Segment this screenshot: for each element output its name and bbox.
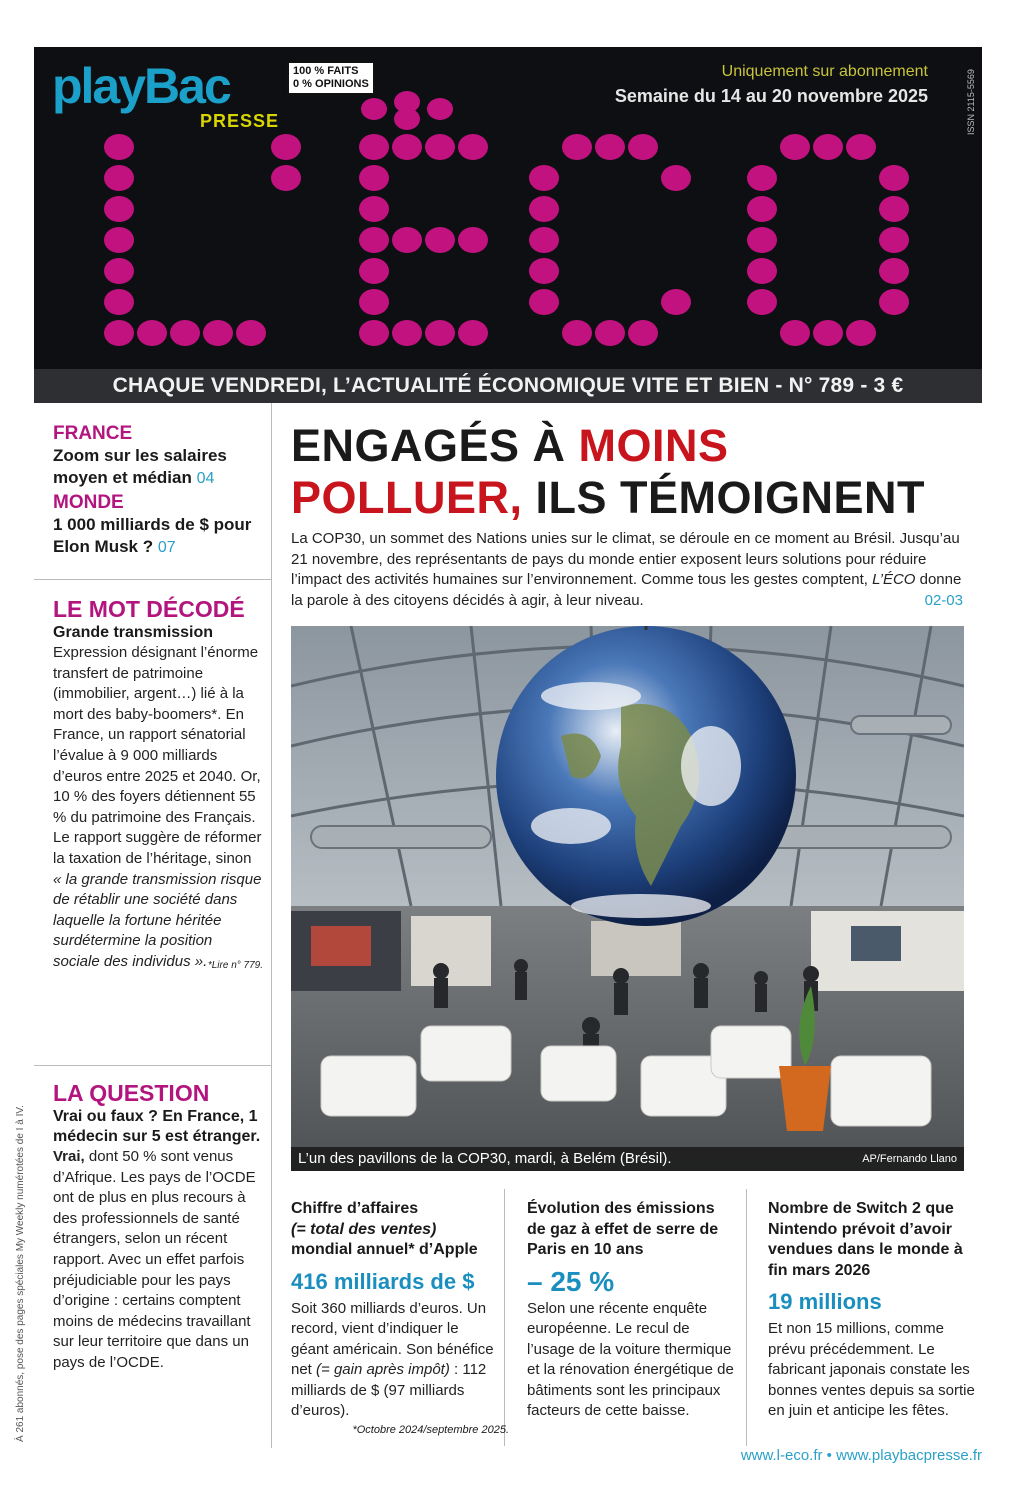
title-dot: [562, 320, 592, 346]
stat-apple-value: 416 milliards de $: [291, 1268, 475, 1294]
title-dot: [359, 196, 389, 222]
mot-decode-term: Grande transmission: [53, 624, 214, 641]
title-dot: [359, 227, 389, 253]
title-dot: [170, 320, 200, 346]
title-dot: [628, 134, 658, 160]
lead-paragraph: [291, 529, 963, 611]
logo-sub: PRESSE: [200, 111, 280, 131]
title-dot: [394, 108, 420, 130]
title-dot: [879, 165, 909, 191]
stat-apple-title-italic: (= total des ventes): [291, 1220, 437, 1238]
stat-apple: [271, 1189, 509, 1446]
main-headline[interactable]: [291, 420, 971, 524]
title-dot: [104, 320, 134, 346]
stat-paris-value: – 25 %: [527, 1265, 615, 1297]
mot-decode-body: [53, 643, 263, 973]
title-dot: [529, 165, 559, 191]
subscription-note: Uniquement sur abonnement: [721, 63, 928, 80]
lead-italic: L’ÉCO: [872, 571, 916, 588]
title-dot: [661, 289, 691, 315]
footer-urls[interactable]: www.l-eco.fr • www.playbacpresse.fr: [740, 1447, 982, 1464]
stat-apple-title: [291, 1199, 504, 1261]
lead-text-1: La COP30, un sommet des Nations unies sur le climat, se déroule en ce moment au Brésil. Jusqu’au 21 novembre, des représentants de pays du monde entier exposent leurs solutions pour réduire l’impact des activités humaines sur l’environnement. Comme tous les gestes comptent,: [291, 530, 960, 588]
headline-part-2: ILS TÉMOIGNENT: [522, 472, 926, 523]
title-dot: [392, 134, 422, 160]
title-dot: [879, 196, 909, 222]
question-text: Vrai ou faux ? En France, 1 médecin sur 5 est étranger.: [53, 1108, 261, 1145]
title-dot: [661, 165, 691, 191]
title-dot: [361, 98, 387, 120]
title-apostrophe: [271, 134, 301, 191]
stat-apple-footnote: *Octobre 2024/septembre 2025.: [352, 1423, 509, 1436]
mot-decode-quote: « la grande transmission risque de rétablir une société dans laquelle la fortune héritée surdétermine la position sociale des individus ».: [53, 870, 262, 970]
title-dot: [529, 196, 559, 222]
title-dot: [104, 196, 134, 222]
title-accent: [361, 91, 453, 130]
question-label: LA QUESTION: [53, 1080, 210, 1106]
mot-decode-text: Expression désignant l’énorme transfert de patrimoine (immobilier, argent…) lié à la mort des baby-boomers*. En France, un rapport sénatorial l’évalue à 9 000 milliards d’euros entre 2025 et 2040. Or, 10 % des foyers détiennent 55 % du patrimoine des Français. Le rapport suggère de réformer la taxation de l’héritage, sinon: [53, 644, 262, 867]
title-dot: [780, 134, 810, 160]
title-dot: [359, 289, 389, 315]
title-dot: [104, 258, 134, 284]
title-dot: [780, 320, 810, 346]
title-dot: [458, 134, 488, 160]
masthead: [34, 47, 982, 369]
stat-apple-body-end: : 112 milliards de $ (97 milliards d’euros).: [291, 1361, 487, 1419]
title-dot: [271, 165, 301, 191]
stat-nintendo: [747, 1189, 982, 1446]
stat-apple-title-end: mondial annuel* d’Apple: [291, 1241, 478, 1258]
title-dot: [425, 227, 455, 253]
cop30-photo[interactable]: [291, 626, 964, 1171]
question-answer: [53, 1147, 263, 1374]
side-legal-note: [14, 1062, 28, 1442]
left-sidebar: [34, 403, 272, 1448]
mot-decode-label: LE MOT DÉCODÉ: [53, 596, 245, 622]
title-dot: [203, 320, 233, 346]
stat-apple-body-italic: (= gain après impôt): [316, 1361, 450, 1378]
title-dot: [425, 134, 455, 160]
photo-credit: AP/Fernando Llano: [862, 1153, 957, 1165]
title-dot: [529, 289, 559, 315]
mot-decode-box: [34, 579, 271, 1066]
title-dot: [747, 227, 777, 253]
title-dot: [104, 289, 134, 315]
title-dot: [271, 134, 301, 160]
france-label: FRANCE: [53, 423, 133, 444]
title-letter-o: [747, 134, 909, 346]
title-dot: [879, 227, 909, 253]
title-dot: [359, 134, 389, 160]
france-teaser[interactable]: [53, 445, 265, 490]
title-letter-e: [359, 134, 488, 346]
title-dot: [747, 289, 777, 315]
title-dot: [104, 134, 134, 160]
tagline-bar: CHAQUE VENDREDI, L’ACTUALITÉ ÉCONOMIQUE VITE ET BIEN - N° 789 - 3 €: [34, 369, 982, 403]
title-letter-l: [104, 134, 266, 346]
stat-paris-title: Évolution des émissions de gaz à effet de serre de Paris en 10 ans: [527, 1200, 719, 1258]
issue-week: Semaine du 14 au 20 novembre 2025: [614, 86, 928, 106]
title-dot: [425, 320, 455, 346]
stat-paris-body: Selon une récente enquête européenne. Le recul de l’usage de la voiture thermique et la rénovation énergétique de bâtiments sont les principaux facteurs de cette baisse.: [527, 1299, 734, 1419]
title-dot: [529, 227, 559, 253]
title-dot: [747, 258, 777, 284]
stat-nintendo-body: Et non 15 millions, comme prévu précédemment. Le fabricant japonais constate les bonnes ventes depuis sa sortie en juin et anticipe les fêtes.: [768, 1320, 975, 1419]
france-title: Zoom sur les salaires moyen et médian: [53, 446, 227, 487]
leco-dot-title: [34, 47, 982, 369]
stat-apple-body-1: Soit 360 milliards d’euros. Un record, vient d’indiquer le géant américain. Son bénéfice net: [291, 1299, 494, 1378]
monde-teaser[interactable]: [53, 514, 265, 559]
title-letter-c: [529, 134, 691, 346]
title-dot: [628, 320, 658, 346]
title-dot: [137, 320, 167, 346]
title-dot: [529, 258, 559, 284]
badge-line-1: 100 % FAITS: [293, 65, 359, 77]
answer-lead: Vrai,: [53, 1148, 85, 1165]
side-legal-text: À 261 abonnés, pose des pages spéciales My Weekly numérotées de I à IV.: [15, 1105, 26, 1442]
title-dot: [747, 165, 777, 191]
title-dot: [813, 134, 843, 160]
title-dot: [846, 134, 876, 160]
title-dot: [595, 320, 625, 346]
monde-title: 1 000 milliards de $ pour Elon Musk ?: [53, 515, 252, 556]
title-dot: [458, 227, 488, 253]
title-dot: [359, 165, 389, 191]
title-dot: [236, 320, 266, 346]
stat-nintendo-title: Nombre de Switch 2 que Nintendo prévoit d’avoir vendues dans le monde à fin mars 2026: [768, 1200, 963, 1279]
title-dot: [562, 134, 592, 160]
title-dot: [104, 165, 134, 191]
title-dot: [359, 320, 389, 346]
title-dot: [879, 258, 909, 284]
stat-nintendo-value: 19 millions: [768, 1289, 882, 1314]
mot-decode-note: *Lire n° 779.: [207, 959, 263, 971]
stat-apple-title-1: Chiffre d’affaires: [291, 1200, 419, 1217]
question-box: [34, 1065, 271, 1448]
sommaire-box: [34, 403, 271, 580]
title-dot: [595, 134, 625, 160]
issn-text: ISSN 2115-5569: [966, 69, 976, 135]
title-dot: [846, 320, 876, 346]
answer-body: dont 50 % sont venus d’Afrique. Les pays de l’OCDE ont de plus en plus recours à des professionnels de santé étrangers, selon un récent rapport. Avec un effet parfois préjudiciable pour les pays d’origine : certains comptent moins de médecins travaillant sur leur territoire que dans un pays de l’OCDE.: [53, 1148, 256, 1371]
title-dot: [359, 258, 389, 284]
lead-text-2: donne la parole à des citoyens décidés à agir, à leur niveau.: [291, 571, 962, 609]
title-dot: [879, 289, 909, 315]
monde-label: MONDE: [53, 492, 124, 513]
badge-line-2: 0 % OPINIONS: [293, 78, 369, 90]
photo-caption-bar: [291, 1147, 964, 1171]
title-dot: [747, 196, 777, 222]
photo-caption: L’un des pavillons de la COP30, mardi, à Belém (Brésil).: [298, 1150, 672, 1167]
title-dot: [392, 227, 422, 253]
title-dot: [427, 98, 453, 120]
title-dot: [813, 320, 843, 346]
logo-main: playBac: [52, 58, 230, 114]
headline-red: MOINS POLLUER,: [291, 420, 729, 523]
headline-part-1: ENGAGÉS À: [291, 420, 579, 471]
monde-page: 07: [157, 539, 176, 556]
france-page: 04: [196, 470, 215, 487]
title-dot: [104, 227, 134, 253]
title-dot: [392, 320, 422, 346]
stat-apple-body: [291, 1299, 496, 1422]
photo-illustration: [291, 626, 964, 1171]
title-dot: [458, 320, 488, 346]
lead-page-ref[interactable]: 02-03: [924, 591, 963, 609]
stat-paris: [505, 1189, 747, 1446]
stats-row: [271, 1189, 982, 1448]
